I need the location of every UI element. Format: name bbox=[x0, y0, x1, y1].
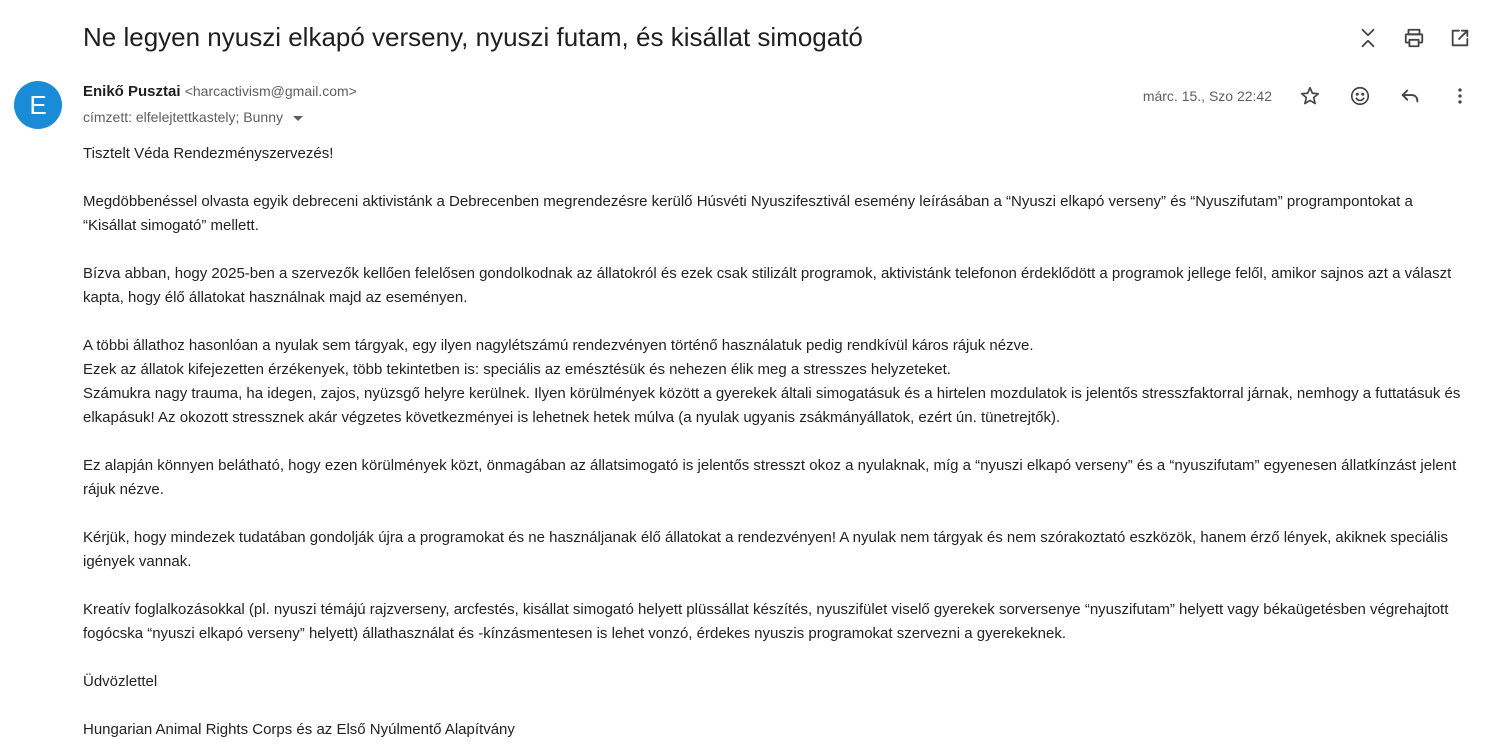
greeting: Tisztelt Véda Rendezményszervezés! bbox=[83, 145, 334, 162]
recipients-text: címzett: elfelejtettkastely; Bunny bbox=[83, 109, 283, 125]
open-new-window-icon[interactable] bbox=[1448, 26, 1472, 50]
emoji-icon[interactable] bbox=[1348, 84, 1372, 108]
reply-icon[interactable] bbox=[1398, 84, 1422, 108]
more-vert-icon[interactable] bbox=[1448, 84, 1472, 108]
email-subject: Ne legyen nyuszi elkapó verseny, nyuszi futam, és kisállat simogató bbox=[83, 22, 863, 52]
recipients bbox=[83, 109, 303, 125]
message-meta bbox=[1143, 84, 1472, 108]
paragraph-3b: Ezek az állatok kifejezetten érzékenyek, több tekintetben is: speciális az emésztésük és nehezen élik meg a stresszes helyzeteket. bbox=[83, 361, 951, 378]
paragraph-3a: A többi állathoz hasonlóan a nyulak sem tárgyak, egy ilyen nagylétszámú rendezvényen történő használatuk pedig rendkívül káros rájuk nézve. bbox=[83, 337, 1034, 354]
sender-email: <harcactivism@gmail.com> bbox=[184, 83, 357, 99]
paragraph-4: Ez alapján könnyen belátható, hogy ezen körülmények közt, önmagában az állatsimogató is jelentős stresszt okoz a nyulaknak, míg a “nyuszi elkapó verseny” és a “nyuszifutam” egyenesen állatkínzást jelent rájuk nézve. bbox=[83, 457, 1457, 498]
email-body bbox=[83, 142, 1468, 750]
avatar[interactable]: E bbox=[14, 81, 62, 129]
print-icon[interactable] bbox=[1402, 26, 1426, 50]
star-icon[interactable] bbox=[1298, 84, 1322, 108]
paragraph-1: Megdöbbenéssel olvasta egyik debreceni aktivistánk a Debrecenben megrendezésre kerülő Húsvéti Nyuszifesztivál esemény leírásában a “Nyuszi elkapó verseny” és “Nyuszifutam” programpontokat a “Kisállat simogató” mellett. bbox=[83, 193, 1413, 234]
meta-actions bbox=[1298, 84, 1472, 108]
paragraph-6: Kreatív foglalkozásokkal (pl. nyuszi témájú rajzverseny, arcfestés, kisállat simogató helyett plüssállat készítés, nyuszifület viselő gyerekek sorversenye “nyuszifutam” helyett vagy békaügetésben végrehajtott fogócska “nyuszi elkapó verseny” helyett) állathasználat és -kínzásmentesen is lehet vonzó, érdekes nyuszis programokat szervezni a gyerekeknek. bbox=[83, 601, 1449, 642]
paragraph-3c: Számukra nagy trauma, ha idegen, zajos, nyüzsgő helyre kerülnek. Ilyen körülmények között a gyerekek általi simogatásuk és a hirtelen mozdulatok is jelentős stresszfaktorral járnak, nemhogy a futtatásuk és elkapásuk! Az okozott stressznek akár végzetes következményei is lehetnek hetek múlva (a nyulak ugyanis zsákmányállatok, ezért ún. tünetrejtők). bbox=[83, 385, 1461, 426]
top-actions bbox=[1356, 26, 1472, 50]
collapse-icon[interactable] bbox=[1356, 26, 1380, 50]
paragraph-2: Bízva abban, hogy 2025-ben a szervezők kellően felelősen gondolkodnak az állatokról és ezek csak stilizált programok, aktivistánk telefonon érdeklődött a programok jellege felől, amikor sajnos azt a választ kapta, hogy élő állatokat használnak majd az eseményen. bbox=[83, 265, 1452, 306]
message-date: márc. 15., Szo 22:42 bbox=[1142, 88, 1272, 104]
chevron-down-icon[interactable] bbox=[293, 116, 303, 121]
signature: Hungarian Animal Rights Corps és az Első Nyúlmentő Alapítvány bbox=[83, 721, 515, 738]
closing: Üdvözlettel bbox=[83, 673, 158, 690]
sender-name[interactable]: Enikő Pusztai bbox=[83, 83, 181, 100]
paragraph-5: Kérjük, hogy mindezek tudatában gondolják újra a programokat és ne használjanak élő állatokat a rendezvényen! A nyulak nem tárgyak és nem szórakoztató eszközök, hanem érző lények, akiknek speciális igények vannak. bbox=[83, 529, 1448, 570]
sender-line bbox=[83, 83, 357, 100]
subject-row bbox=[0, 0, 1488, 76]
